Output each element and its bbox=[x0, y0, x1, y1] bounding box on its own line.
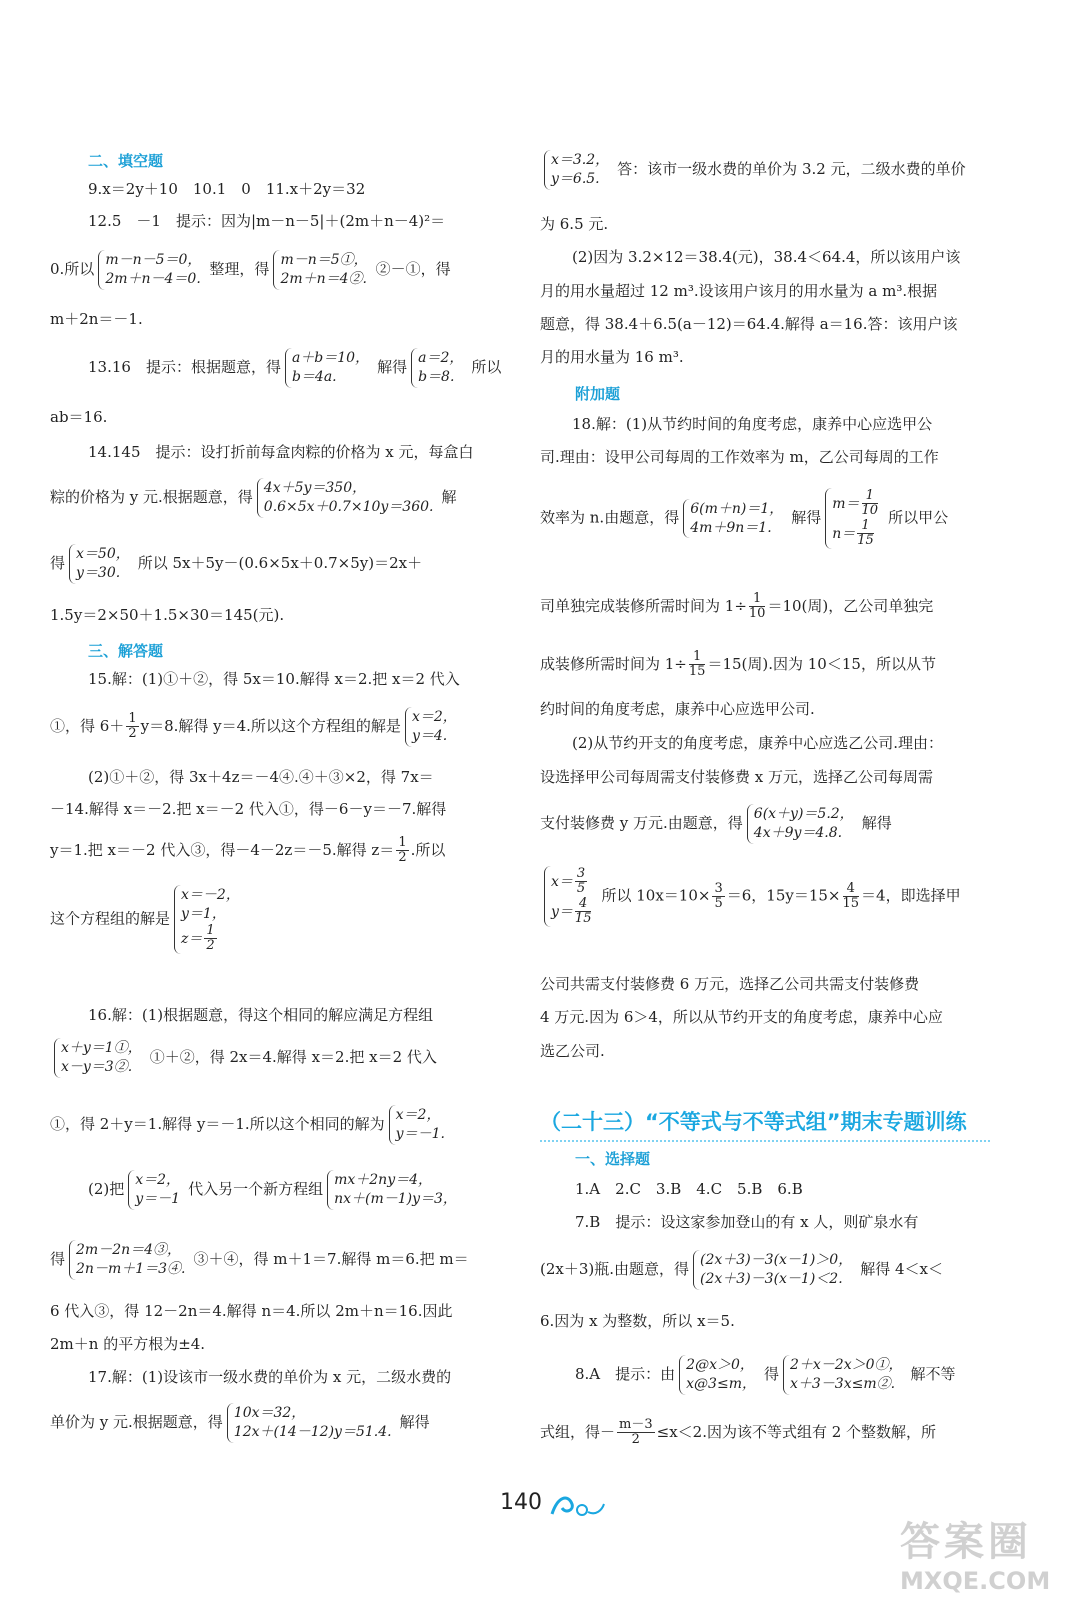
text-line: 设选择甲公司每周需支付装修费 x 万元，选择乙公司每周需 bbox=[540, 768, 933, 786]
text-line: 6.因为 x 为整数，所以 x＝5. bbox=[540, 1312, 735, 1330]
text-line: 为 6.5 元. bbox=[540, 215, 609, 233]
text-line: 成装修所需时间为 1÷ $\frac{1}{15}$ ＝15(周).因为 10＜15，所以从节 bbox=[540, 649, 936, 680]
equation-system: 2m－2n＝4③， 2n－m＋1＝3④. bbox=[69, 1240, 189, 1280]
section-answer: 三、解答题 bbox=[88, 642, 164, 660]
text-line: 选乙公司. bbox=[540, 1042, 605, 1060]
equation-system: 4x＋5y＝350， 0.6×5x＋0.7×10y＝360. bbox=[257, 478, 438, 518]
text-line: 15.解：(1)①＋②，得 5x＝10.解得 x＝2.把 x＝2 代入 bbox=[88, 670, 460, 688]
section-fill-blank: 二、填空题 bbox=[88, 152, 164, 170]
text-line: 0.所以 m－n－5＝0， 2m＋n－4＝0.整理，得 m－n＝5①， 2m＋n＝4②.②－①，得 bbox=[50, 250, 451, 290]
text-line: 支付装修费 y 万元.由题意，得 6(x＋y)＝5.2， 4x＋9y＝4.8.解得 bbox=[540, 804, 892, 844]
text-line: 约时间的角度考虑，康养中心应选甲公司. bbox=[540, 700, 815, 718]
page-number: 140 bbox=[500, 1490, 542, 1515]
section-choice: 一、选择题 bbox=[575, 1150, 651, 1168]
text-line: 1.A 2.C 3.B 4.C 5.B 6.B bbox=[575, 1180, 803, 1198]
section-extra: 附加题 bbox=[575, 385, 621, 403]
equation-system: x＝2， y＝－1 bbox=[128, 1170, 184, 1210]
text-line: x＋y＝1①， x－y＝3②.①＋②，得 2x＝4.解得 x＝2.把 x＝2 代入 bbox=[50, 1038, 437, 1078]
text-line: 1.5y＝2×50＋1.5×30＝145(元). bbox=[50, 606, 285, 624]
equation-system: x＝ $\frac{3}{5}$ y＝ $\frac{4}{15}$ bbox=[544, 866, 597, 927]
equation-system: 6(m＋n)＝1， 4m＋9n＝1. bbox=[683, 499, 787, 539]
text-line: 这个方程组的解是x＝－2， y＝1， z＝ $\frac{1}{2}$ bbox=[50, 885, 248, 954]
text-line: 18.解：(1)从节约时间的角度考虑，康养中心应选甲公 bbox=[572, 415, 933, 433]
text-line: 13.16 提示：根据题意，得 a＋b＝10， b＝4a.解得 a＝2， b＝8.所以 bbox=[88, 348, 501, 388]
fraction: $\frac{1}{10}$ bbox=[748, 591, 766, 622]
equation-system: a＋b＝10， b＝4a. bbox=[285, 348, 373, 388]
equation-system: 10x＝32， 12x＋(14－12)y＝51.4. bbox=[227, 1403, 396, 1443]
equation-system: 2＋x－2x＞0①， x＋3－3x≤m②. bbox=[783, 1355, 907, 1395]
equation-system: x＝2， y＝－1. bbox=[389, 1105, 449, 1145]
text-line: ①，得 6＋ $\frac{1}{2}$ y＝8.解得 y＝4.所以这个方程组的解是 x＝2， y＝4. bbox=[50, 707, 465, 747]
text-line: 单价为 y 元.根据题意，得 10x＝32， 12x＋(14－12)y＝51.4.解得 bbox=[50, 1403, 430, 1443]
text-line: 月的用水量超过 12 m³.设该用户该月的用水量为 a m³.根据 bbox=[540, 282, 938, 300]
text-line: ①，得 2＋y＝1.解得 y＝－1.所以这个相同的解为 x＝2， y＝－1. bbox=[50, 1105, 453, 1145]
text-line: 17.解：(1)设该市一级水费的单价为 x 元，二级水费的 bbox=[88, 1368, 452, 1386]
text-line: 8.A 提示：由 2@x＞0， x@3≤m，得 2＋x－2x＞0①， x＋3－3x≤m②.解不等 bbox=[575, 1355, 956, 1395]
watermark: 答案圈 MXQE.COM bbox=[900, 1519, 1051, 1595]
text-line: 2m＋n 的平方根为±4. bbox=[50, 1335, 206, 1353]
text-line: 16.解：(1)根据题意，得这个相同的解应满足方程组 bbox=[88, 1006, 434, 1024]
fraction: $\frac{1}{2}$ bbox=[206, 922, 215, 954]
text-line: 7.B 提示：设这家参加登山的有 x 人，则矿泉水有 bbox=[575, 1213, 919, 1231]
text-line: 司单独完成装修所需时间为 1÷ $\frac{1}{10}$ ＝10(周)，乙公司单独完 bbox=[540, 591, 934, 622]
equation-system: 6(x＋y)＝5.2， 4x＋9y＝4.8. bbox=[747, 804, 858, 844]
fraction: $\frac{m-3}{2}$ bbox=[619, 1417, 653, 1448]
text-line: (2)①＋②，得 3x＋4z＝－4④.④＋③×2，得 7x＝ bbox=[88, 768, 434, 786]
equation-system: m＝ $\frac{1}{10}$ n＝ $\frac{1}{15}$ bbox=[825, 488, 884, 549]
text-line: 题意，得 38.4＋6.5(a－12)＝64.4.解得 a＝16.答：该用户该 bbox=[540, 315, 958, 333]
text-line: 14.145 提示：设打折前每盒肉粽的价格为 x 元，每盒白 bbox=[88, 443, 474, 461]
text-line: －14.解得 x＝－2.把 x＝－2 代入①，得－6－y＝－7.解得 bbox=[50, 800, 447, 818]
text-line: 式组，得－ $\frac{m-3}{2}$ ≤x＜2.因为该不等式组有 2 个整数解，所 bbox=[540, 1417, 937, 1448]
equation-system: x＝3.2， y＝6.5. bbox=[544, 150, 613, 190]
fraction: $\frac{1}{2}$ bbox=[398, 835, 407, 866]
equation-system: x＝－2， y＝1， z＝ $\frac{1}{2}$ bbox=[174, 885, 244, 954]
text-line: 12.5 －1 提示：因为|m－n－5|＋(2m＋n－4)²＝ bbox=[88, 212, 446, 230]
text-line: (2x＋3)瓶.由题意，得 (2x＋3)－3(x－1)＞0， (2x＋3)－3(x－1)＜2.解得 4＜x＜ bbox=[540, 1250, 943, 1290]
fraction: $\frac{1}{2}$ bbox=[128, 711, 137, 742]
fraction: $\frac{3}{5}$ bbox=[576, 866, 586, 897]
text-line: 6 代入③，得 12－2n＝4.解得 n＝4.所以 2m＋n＝16.因此 bbox=[50, 1302, 453, 1320]
text-line: (2)因为 3.2×12＝38.4(元)，38.4＜64.4，所以该用户该 bbox=[572, 248, 961, 266]
equation-system: 2@x＞0， x@3≤m， bbox=[679, 1355, 760, 1395]
equation-system: x＝50， y＝30. bbox=[69, 544, 134, 584]
text-line: 司.理由：设甲公司每周的工作效率为 m，乙公司每周的工作 bbox=[540, 448, 939, 466]
text-line: (2)把 x＝2， y＝－1代入另一个新方程组 mx＋2ny＝4， nx＋(m－1)y＝3， bbox=[88, 1170, 465, 1210]
text-line: 公司共需支付装修费 6 万元，选择乙公司共需支付装修费 bbox=[540, 975, 920, 993]
text-line: 4 万元.因为 6＞4，所以从节约开支的角度考虑，康养中心应 bbox=[540, 1008, 943, 1026]
equation-system: a＝2， b＝8. bbox=[411, 348, 467, 388]
text-line: 得 x＝50， y＝30.所以 5x＋5y－(0.6×5x＋0.7×5y)＝2x＋ bbox=[50, 544, 422, 584]
swirl-icon bbox=[548, 1490, 608, 1520]
fraction: $\frac{1}{10}$ bbox=[861, 488, 879, 519]
text-line: x＝3.2， y＝6.5.答：该市一级水费的单价为 3.2 元，二级水费的单价 bbox=[540, 150, 966, 190]
text-line: 得 2m－2n＝4③， 2n－m＋1＝3④.③＋④，得 m＋1＝7.解得 m＝6.把 m＝ bbox=[50, 1240, 469, 1280]
text-line: m＋2n＝－1. bbox=[50, 310, 143, 328]
fraction: $\frac{4}{15}$ bbox=[574, 895, 592, 926]
chapter-title: （二十三）“不等式与不等式组”期末专题训练 bbox=[540, 1106, 990, 1142]
equation-system: x＝2， y＝4. bbox=[405, 707, 461, 747]
text-line: x＝ $\frac{3}{5}$ y＝ $\frac{4}{15}$ 所以 10x＝10× $\frac{3}{5}$ ＝6，15y＝15× $\frac{4}{15}$ ＝4，即选择甲 bbox=[540, 866, 961, 927]
text-line: ab＝16. bbox=[50, 408, 108, 426]
fraction: $\frac{1}{15}$ bbox=[688, 649, 706, 680]
text-line: 效率为 n.由题意，得 6(m＋n)＝1， 4m＋9n＝1.解得m＝ $\frac{1}{10}$ n＝ $\frac{1}{15}$ 所以甲公 bbox=[540, 488, 949, 548]
equation-system: (2x＋3)－3(x－1)＞0， (2x＋3)－3(x－1)＜2. bbox=[693, 1250, 856, 1290]
text-line: 粽的价格为 y 元.根据题意，得 4x＋5y＝350， 0.6×5x＋0.7×10y＝360.解 bbox=[50, 478, 457, 518]
equation-system: m－n＝5①， 2m＋n＝4②. bbox=[273, 250, 371, 290]
fraction: $\frac{3}{5}$ bbox=[714, 880, 723, 912]
text-line: 9.x＝2y＋10 10.1 0 11.x＋2y＝32 bbox=[88, 180, 366, 198]
text-line: y＝1.把 x＝－2 代入③，得－4－2z＝－5.解得 z＝ $\frac{1}{2}$ .所以 bbox=[50, 835, 446, 866]
equation-system: x＋y＝1①， x－y＝3②. bbox=[54, 1038, 146, 1078]
text-line: 月的用水量为 16 m³. bbox=[540, 348, 684, 366]
fraction: $\frac{4}{15}$ bbox=[842, 880, 860, 912]
fraction: $\frac{1}{15}$ bbox=[857, 517, 874, 548]
equation-system: mx＋2ny＝4， nx＋(m－1)y＝3， bbox=[327, 1170, 461, 1210]
text-line: (2)从节约开支的角度考虑，康养中心应选乙公司.理由： bbox=[572, 734, 944, 752]
equation-system: m－n－5＝0， 2m＋n－4＝0. bbox=[98, 250, 205, 290]
